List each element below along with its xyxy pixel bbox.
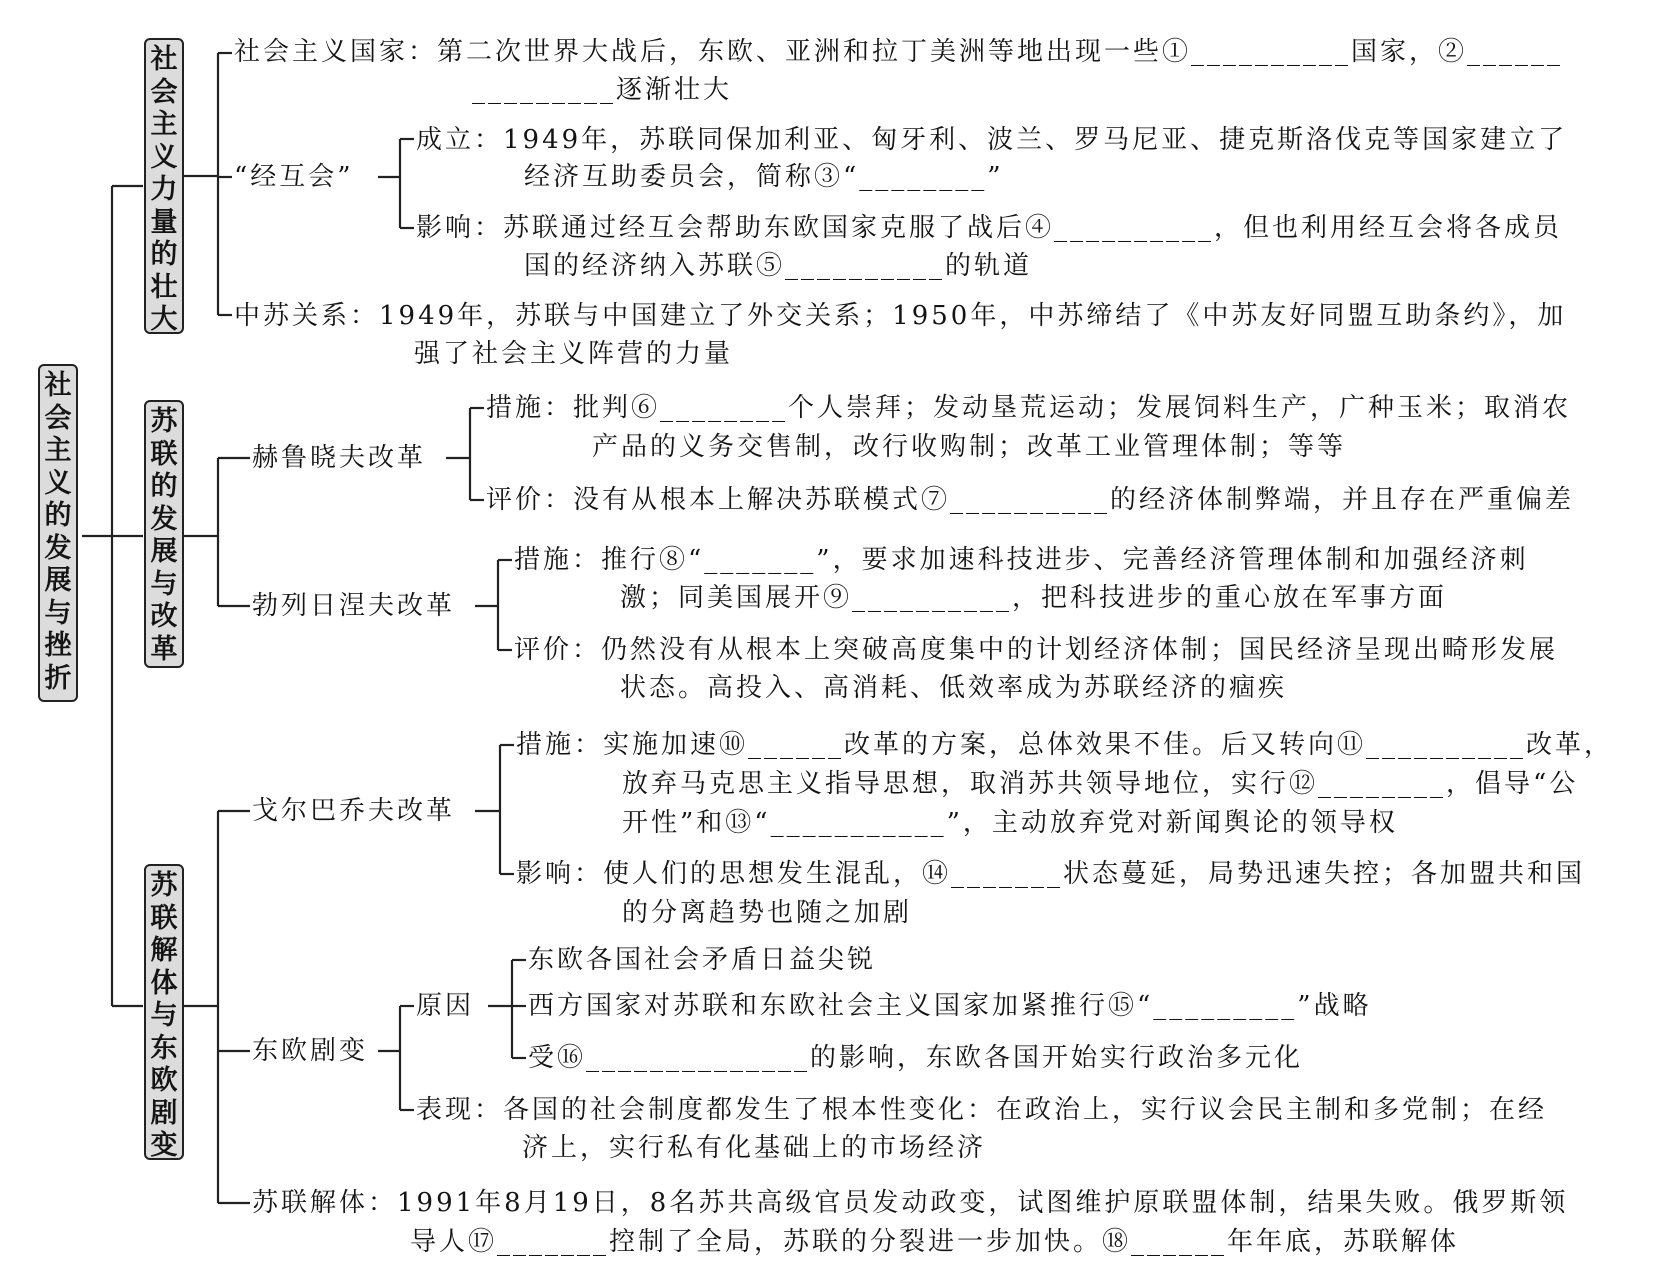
section-title-char: 联	[150, 902, 178, 934]
manifestation-line1: 表现：各国的社会制度都发生了根本性变化：在政治上，实行议会民主制和多党制；在经	[416, 1095, 1548, 1125]
section-title-char: 苏	[150, 870, 178, 901]
section-title-char: 会	[150, 76, 178, 108]
root-title-char: 与	[44, 597, 72, 629]
root-title-char: 折	[44, 662, 72, 694]
comecon-founding-line2: 经济互助委员会，简称③“________”	[524, 162, 1004, 192]
section-title-char: 与	[150, 1000, 178, 1031]
section-title-char: 社	[150, 44, 178, 75]
causes-label: 原因	[416, 991, 475, 1021]
section-title-char: 苏	[150, 406, 178, 437]
soviet-dissolution-line2: 导人⑰_______控制了全局，苏联的分裂进一步加快。⑱______年年底，苏联解体	[410, 1227, 1460, 1257]
root-title-char: 社	[44, 370, 72, 401]
brezhnev-reform-label: 勃列日涅夫改革	[252, 591, 456, 621]
section-title-char: 解	[150, 935, 178, 966]
sino-soviet-line2: 强了社会主义阵营的力量	[414, 339, 734, 369]
eastern-europe-upheaval-label: 东欧剧变	[252, 1036, 369, 1066]
sino-soviet-line1: 中苏关系：1949年，苏联与中国建立了外交关系；1950年，中苏缔结了《中苏友好同盟互助条约》，加	[234, 301, 1567, 331]
section-title-char: 发	[150, 503, 178, 535]
root-title-box	[38, 364, 78, 702]
section-title-char: 体	[150, 967, 178, 999]
root-title-char: 会	[44, 402, 72, 434]
gorbachev-measures-line2: 放弃马克思主义指导思想，取消苏共领导地位，实行⑫________，倡导“公	[622, 769, 1579, 799]
section-title-char: 与	[150, 568, 178, 600]
section-title-char: 改	[150, 601, 178, 632]
khrushchev-evaluation: 评价：没有从根本上解决苏联模式⑦__________的经济体制弊端，并且存在严重偏差	[486, 485, 1575, 515]
section-title-char: 剧	[150, 1097, 178, 1129]
gorbachev-impact-line2: 的分离趋势也随之加剧	[622, 898, 913, 928]
section-title-char: 义	[150, 141, 178, 173]
section-title-char: 革	[150, 633, 178, 665]
section-title-char: 力	[150, 174, 178, 205]
comecon-founding-line1: 成立：1949年，苏联同保加利亚、匈牙利、波兰、罗马尼亚、捷克斯洛伐克等国家建立了	[416, 125, 1568, 155]
root-title-char: 义	[44, 467, 72, 499]
root-title-char: 主	[44, 435, 72, 466]
manifestation-line2: 济上，实行私有化基础上的市场经济	[522, 1133, 987, 1163]
khrushchev-reform-label: 赫鲁晓夫改革	[252, 443, 427, 473]
section-soviet-reform-box	[144, 400, 184, 668]
section-collapse-box	[144, 864, 184, 1160]
root-title-char: 发	[44, 532, 72, 564]
section-title-char: 东	[150, 1032, 178, 1064]
brezhnev-measures-line1: 措施：推行⑧“_______”，要求加速科技进步、完善经济管理体制和加强经济刺	[514, 545, 1529, 575]
root-title-char: 展	[44, 565, 72, 596]
section-title-char: 主	[150, 109, 178, 140]
gorbachev-impact-line1: 影响：使人们的思想发生混乱，⑭_______状态蔓延，局势迅速失控；各加盟共和国	[516, 859, 1586, 889]
khrushchev-measures-line1: 措施：批判⑥________个人崇拜；发动垦荒运动；发展饲料生产，广种玉米；取消农	[486, 393, 1572, 423]
comecon-label: “经互会”	[234, 162, 354, 192]
section-title-char: 展	[150, 536, 178, 567]
section-title-char: 联	[150, 438, 178, 470]
section-title-char: 量	[150, 206, 178, 238]
khrushchev-measures-line2: 产品的义务交售制，改行收购制；改革工业管理体制；等等	[592, 432, 1347, 462]
section-title-char: 壮	[150, 271, 178, 303]
root-title-char: 的	[44, 500, 72, 531]
comecon-impact-line2: 国的经济纳入苏联⑤__________的轨道	[524, 251, 1033, 281]
cause-item-3: 受⑯______________的影响，东欧各国开始实行政治多元化	[528, 1043, 1304, 1073]
brezhnev-evaluation-line2: 状态。高投入、高消耗、低效率成为苏联经济的痼疾	[620, 673, 1288, 703]
socialist-countries-line2: _________逐渐壮大	[472, 75, 733, 105]
section-title-char: 的	[150, 239, 178, 270]
brezhnev-evaluation-line1: 评价：仍然没有从根本上突破高度集中的计划经济体制；国民经济呈现出畸形发展	[514, 635, 1559, 665]
brezhnev-measures-line2: 激；同美国展开⑨__________，把科技进步的重心放在军事方面	[620, 583, 1448, 613]
section-title-char: 的	[150, 471, 178, 502]
root-title-char: 挫	[44, 630, 72, 661]
section-title-char: 变	[150, 1130, 178, 1161]
cause-item-1: 东欧各国社会矛盾日益尖锐	[528, 945, 877, 975]
comecon-impact-line1: 影响：苏联通过经互会帮助东欧国家克服了战后④__________，但也利用经互会将各成员	[416, 213, 1563, 243]
gorbachev-measures-line3: 开性”和⑬“___________”，主动放弃党对新闻舆论的领导权	[622, 808, 1398, 838]
section-title-char: 大	[150, 304, 178, 335]
section-title-char: 欧	[150, 1065, 178, 1096]
section-strengthening-box	[144, 38, 184, 334]
gorbachev-measures-line1: 措施：实施加速⑩______改革的方案，总体效果不佳。后又转向⑪__________改革，	[516, 730, 1614, 760]
gorbachev-reform-label: 戈尔巴乔夫改革	[252, 796, 456, 826]
soviet-dissolution-line1: 苏联解体：1991年8月19日，8名苏共高级官员发动政变，试图维护原联盟体制，结果失败。俄罗斯领	[252, 1188, 1569, 1218]
cause-item-2: 西方国家对苏联和东欧社会主义国家加紧推行⑮“_________”战略	[528, 991, 1372, 1021]
socialist-countries-line1: 社会主义国家：第二次世界大战后，东欧、亚洲和拉丁美洲等地出现一些①__________国家，②______	[234, 37, 1564, 67]
